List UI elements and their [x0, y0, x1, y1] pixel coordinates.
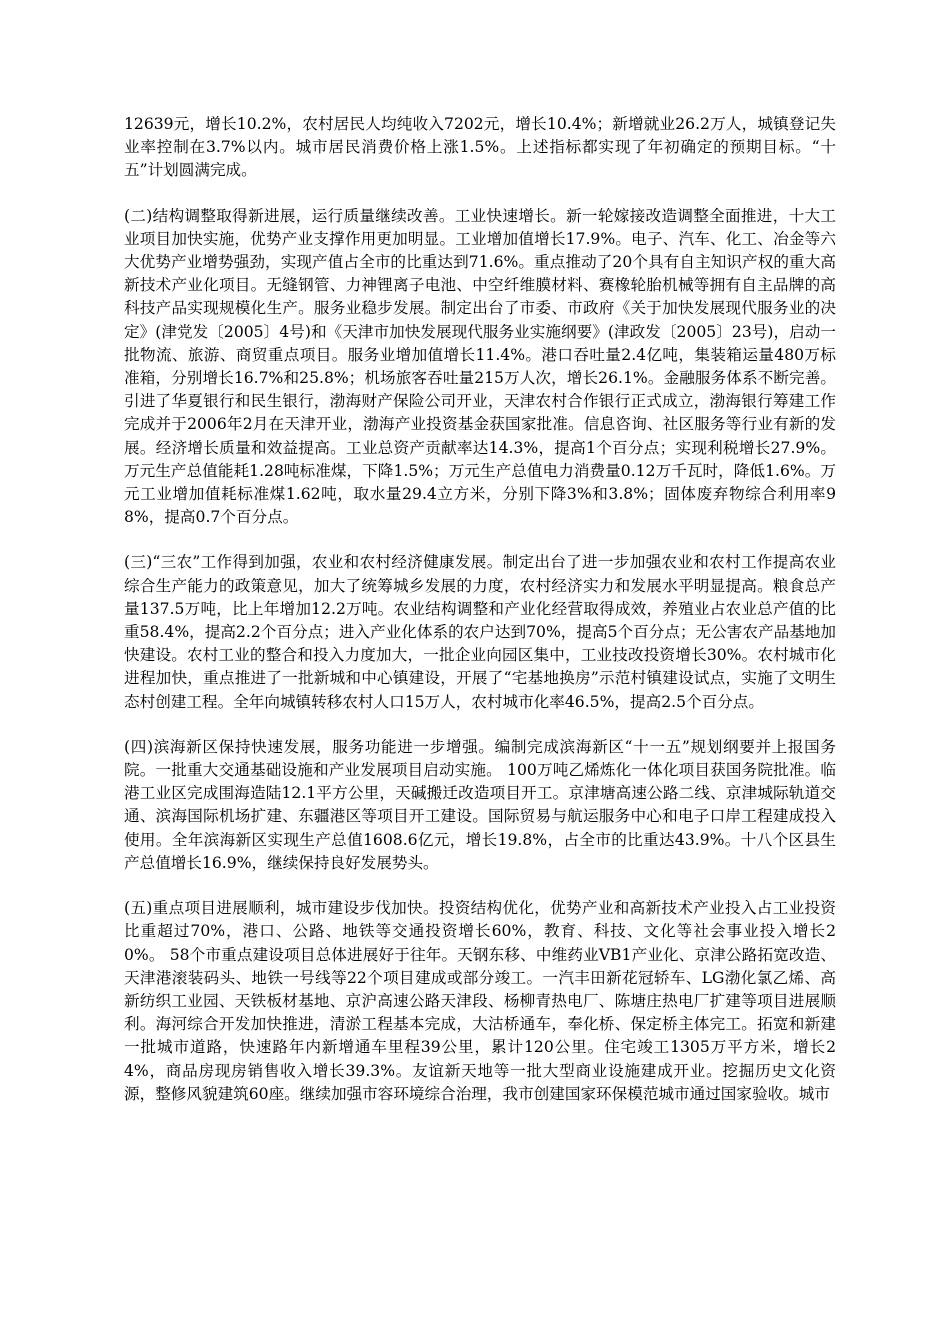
- paragraph-binhai-new-area: (四)滨海新区保持快速发展，服务功能进一步增强。编制完成滨海新区“十一五”规划纲要并上报国务院。一批重大交通基础设施和产业发展项目启动实施。 100万吨乙烯炼化一体化项目获国务院批准。临港工业区完成围海造陆12.1平方公里，天碱搬迁改造项目开工。京津塘高速公路二线、京津城际轨道交通、滨海国际机场扩建、东疆港区等项目开工建设。国际贸易与航运服务中心和电子口岸工程建成投入使用。全年滨海新区实现生产总值1608.6亿元，增长19.8%，占全市的比重达43.9%。十八个区县生产总值增长16.9%，继续保持良好发展势头。: [124, 737, 836, 872]
- paragraph-agriculture-rural: (三)“三农”工作得到加强，农业和农村经济健康发展。制定出台了进一步加强农业和农村工作提高农业综合生产能力的政策意见，加大了统筹城乡发展的力度，农村经济实力和发展水平明显提高。粮食总产量137.5万吨，比上年增加12.2万吨。农业结构调整和产业化经营取得成效，养殖业占农业总产值的比重58.4%，提高2.2个百分点；进入产业化体系的农户达到70%，提高5个百分点；无公害农产品基地加快建设。农村工业的整合和投入力度加大，一批企业向园区集中，工业技改投资增长30%。农村城市化进程加快，重点推进了一批新城和中心镇建设，开展了“宅基地换房”示范村镇建设试点，实施了文明生态村创建工程。全年向城镇转移农村人口15万人，农村城市化率46.5%，提高2.5个百分点。: [124, 553, 836, 711]
- paragraph-structural-adjustment: (二)结构调整取得新进展，运行质量继续改善。工业快速增长。新一轮嫁接改造调整全面推进，十大工业项目加快实施，优势产业支撑作用更加明显。工业增加值增长17.9%。电子、汽车、化工、冶金等六大优势产业增势强劲，实现产值占全市的比重达到71.6%。重点推动了20个具有自主知识产权的重大高新技术产业化项目。无缝钢管、力神锂离子电池、中空纤维膜材料、赛橡轮胎机械等拥有自主品牌的高科技产品实现规模化生产。服务业稳步发展。制定出台了市委、市政府《关于加快发展现代服务业的决定》(津党发〔2005〕4号)和《天津市加快发展现代服务业实施纲要》(津政发〔2005〕23号)，启动一批物流、旅游、商贸重点项目。服务业增加值增长11.4%。港口吞吐量2.4亿吨，集装箱运量480万标准箱，分别增长16.7%和25.8%；机场旅客吞吐量215万人次，增长26.1%。金融服务体系不断完善。引进了华夏银行和民生银行，渤海财产保险公司开业，天津农村合作银行正式成立，渤海银行筹建工作完成并于2006年2月在天津开业，渤海产业投资基金获国家批准。信息咨询、社区服务等行业有新的发展。经济增长质量和效益提高。工业总资产贡献率达14.3%，提高1个百分点；实现利税增长27.9%。万元生产总值能耗1.28吨标准煤，下降1.5%；万元生产总值电力消费量0.12万千瓦时，降低1.6%。万元工业增加值耗标准煤1.62吨，取水量29.4立方米，分别下降3%和3.8%；固体废弃物综合利用率98%，提高0.7个百分点。: [124, 206, 836, 527]
- paragraph-economy-summary: 12639元，增长10.2%，农村居民人均纯收入7202元，增长10.4%；新增就业26.2万人，城镇登记失业率控制在3.7%以内。城市居民消费价格上涨1.5%。上述指标都实现了年初确定的预期目标。“十五”计划圆满完成。: [124, 115, 836, 180]
- document-body: [124, 113, 836, 1128]
- paragraph-key-projects: (五)重点项目进展顺利，城市建设步伐加快。投资结构优化，优势产业和高新技术产业投入占工业投资比重超过70%，港口、公路、地铁等交通投资增长60%，教育、科技、文化等社会事业投入增长20%。 58个市重点建设项目总体进展好于往年。天钢东移、中维药业VB1产业化、京津公路拓宽改造、天津港滚装码头、地铁一号线等22个项目建成或部分竣工。一汽丰田新花冠轿车、LG渤化氯乙烯、高新纺织工业园、天铁板材基地、京沪高速公路天津段、杨柳青热电厂、陈塘庄热电厂扩建等项目进展顺利。海河综合开发加快推进，清淤工程基本完成，大沽桥通车，奉化桥、保定桥主体完工。拓宽和新建一批城市道路，快速路年内新增通车里程39公里，累计120公里。住宅竣工1305万平方米，增长24%，商品房现房销售收入增长39.3%。友谊新天地等一批大型商业设施建成开业。挖掘历史文化资源，整修风貌建筑60座。继续加强市容环境综合治理，我市创建国家环保模范城市通过国家验收。城市: [124, 899, 836, 1103]
